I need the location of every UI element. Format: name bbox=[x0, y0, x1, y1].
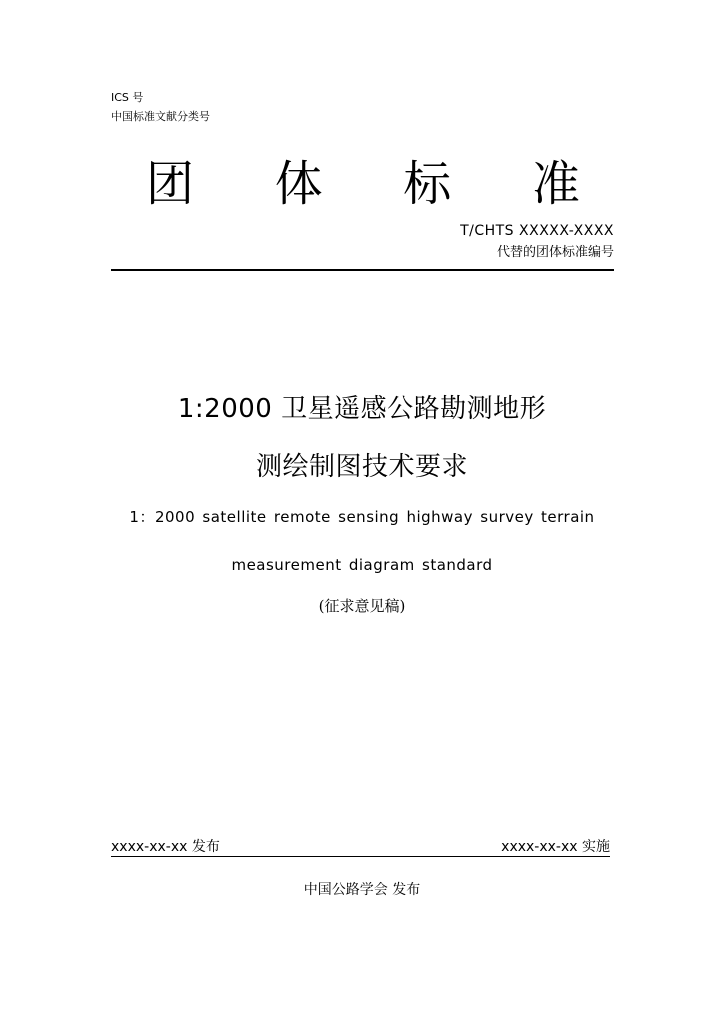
chinese-title-line-2: 测绘制图技术要求 bbox=[255, 452, 468, 482]
publish-date: xxxx-xx-xx 发布 bbox=[111, 839, 220, 855]
title-char: 体 bbox=[274, 156, 323, 212]
title-char: 团 bbox=[145, 156, 194, 212]
publisher: 中国公路学会 发布 bbox=[303, 882, 421, 898]
ics-number: ICS 号 bbox=[111, 91, 144, 104]
chinese-title-line-1: 1:2000 卫星遥感公路勘测地形 bbox=[177, 394, 547, 424]
title-char: 准 bbox=[531, 156, 580, 212]
classification-number: 中国标准文献分类号 bbox=[111, 110, 210, 123]
footer-divider bbox=[111, 856, 610, 857]
document-type-title bbox=[136, 150, 590, 218]
implementation-date: xxxx-xx-xx 实施 bbox=[501, 839, 610, 855]
english-title-line-1: 1：2000 satellite remote sensing highway survey terrain bbox=[129, 508, 595, 526]
standard-number: T/CHTS XXXXX-XXXX bbox=[460, 223, 614, 239]
replaced-standard-number: 代替的团体标准编号 bbox=[496, 245, 614, 260]
title-char: 标 bbox=[403, 156, 452, 212]
draft-status-note: (征求意见稿) bbox=[318, 597, 406, 615]
header-divider bbox=[111, 269, 614, 271]
english-title-line-2: measurement diagram standard bbox=[231, 556, 493, 574]
